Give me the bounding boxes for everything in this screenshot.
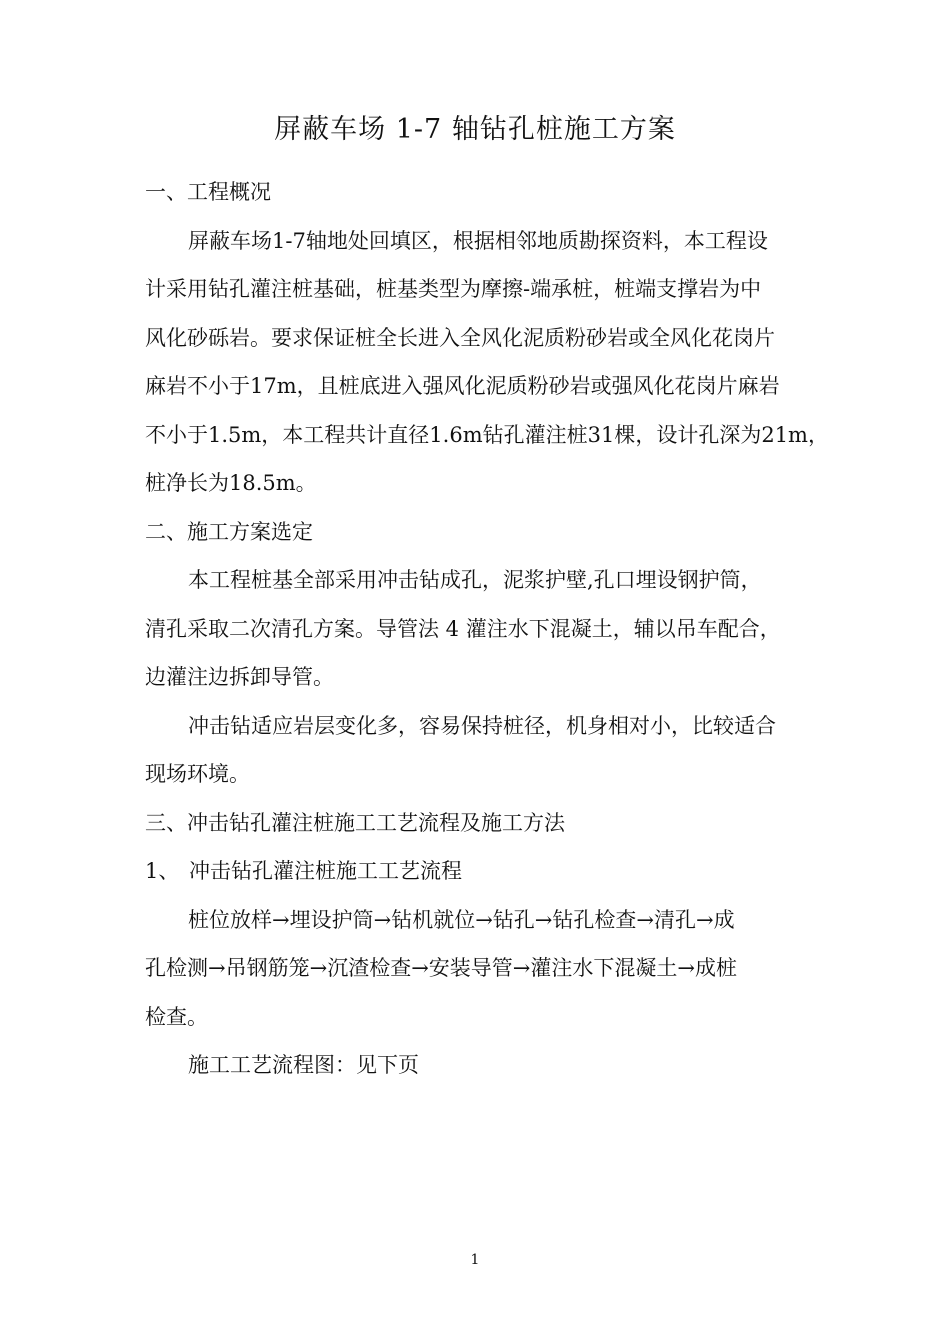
paragraph-line: 冲击钻适应岩层变化多，容易保持桩径，机身相对小，比较适合	[188, 713, 776, 738]
paragraph-line: 屏蔽车场1-7轴地处回填区，根据相邻地质勘探资料，本工程设	[188, 228, 768, 253]
document-title: 屏蔽车场 1-7 轴钻孔桩施工方案	[274, 114, 676, 145]
subsection-heading-1	[145, 847, 809, 896]
page-number: 1	[470, 1252, 480, 1268]
paragraph-line: 施工工艺流程图：见下页	[188, 1053, 419, 1077]
paragraph-line: 孔检测→吊钢筋笼→沉渣检查→安装导管→灌注水下混凝土→成桩	[145, 956, 737, 980]
paragraph-line: 现场环境。	[145, 762, 250, 786]
paragraph-line: 清孔采取二次清孔方案。导管法 4 灌注水下混凝土，辅以吊车配合，	[145, 616, 781, 641]
subsection-title: 冲击钻孔灌注桩施工工艺流程	[189, 859, 462, 883]
paragraph-line: 边灌注边拆卸导管。	[145, 665, 334, 689]
section-heading-2: 二、施工方案选定	[145, 519, 313, 544]
paragraph-line: 不小于1.5m，本工程共计直径1.6m钻孔灌注桩31棵，设计孔深为21m，	[145, 422, 829, 447]
subsection-number: 1、	[145, 859, 180, 883]
paragraph-line: 计采用钻孔灌注桩基础，桩基类型为摩擦-端承桩，桩端支撑岩为中	[145, 277, 762, 301]
section-heading-1: 一、工程概况	[145, 180, 271, 204]
section-heading-3: 三、冲击钻孔灌注桩施工工艺流程及施工方法	[145, 810, 565, 835]
paragraph-line: 本工程桩基全部采用冲击钻成孔，泥浆护壁,孔口埋设钢护筒，	[188, 568, 762, 592]
paragraph-line: 桩净长为18.5m。	[145, 471, 317, 495]
document-body	[145, 168, 829, 1090]
paragraph-line: 桩位放样→埋设护筒→钻机就位→钻孔→钻孔检查→清孔→成	[188, 907, 735, 932]
paragraph-line: 风化砂砾岩。要求保证桩全长进入全风化泥质粉砂岩或全风化花岗片	[145, 325, 775, 350]
paragraph-line: 麻岩不小于17m，且桩底进入强风化泥质粉砂岩或强风化花岗片麻岩	[145, 374, 780, 398]
paragraph-line: 检查。	[145, 1004, 208, 1029]
